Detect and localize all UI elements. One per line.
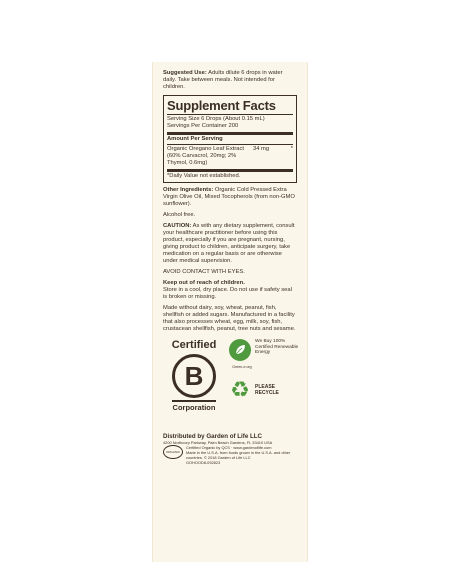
caution (163, 223, 297, 265)
supplement-facts-box (163, 95, 297, 183)
caution-heading: CAUTION: (163, 223, 192, 229)
suggested-use (163, 70, 297, 91)
website: www.gardenoflife.com (233, 445, 272, 450)
green-e-url: Green-e.org (232, 365, 252, 369)
certifier: Certified Organic by QCS (186, 445, 230, 450)
ingredient-row (167, 146, 293, 167)
seal-label: ORGANIC (165, 449, 180, 454)
divider-thick (167, 132, 293, 135)
serving-size: Serving Size 6 Drops (About 0.15 mL) (167, 116, 265, 122)
distributor-address: 4200 Northcorp Parkway, Palm Beach Gardens, FL 33410 USA (163, 440, 273, 445)
made-in: Made in the U.S.A. from foods grown in the U.S.A. and other countries. (186, 450, 291, 460)
bcorp-logo (163, 339, 225, 411)
ingredient-detail: (60% Carvacrol, 20mg; 2% Thymol, 0.6mg) (167, 153, 237, 166)
supplement-facts-title: Supplement Facts (167, 98, 276, 113)
divider (167, 114, 293, 115)
allergen: Made without dairy, soy, wheat, peanut, fish, shellfish or added sugars. Manufactured in a facility that also processes wheat, egg, milk, soy, fish, crustacean shellfish, peanut, tree nuts and sesame. (163, 305, 296, 332)
caution-text: As with any dietary supplement, consult your healthcare practitioner before using this product, especially if you are pregnant, nursing, giving product to children, anticipate surgery, take medication on a regular basis or are otherwise under medical supervision. (163, 223, 295, 264)
amount-per-serving (167, 136, 293, 143)
suggested-use-text: Adults dilute 6 drops in water daily. Take between meals. Not intended for children. (163, 70, 283, 90)
divider (167, 144, 293, 145)
renewable-energy-text: We Buy 100% Certified Renewable Energy (255, 339, 299, 356)
copyright: © 2018 Garden of Life LLC (203, 455, 251, 460)
suggested-use-heading: Suggested Use: (163, 70, 207, 76)
usda-organic-seal-icon (163, 445, 183, 459)
keep-out (163, 280, 297, 287)
ingredient-amount: 34 mg (253, 146, 270, 152)
label-content (163, 70, 297, 465)
dv-footnote: *Daily Value not established. (167, 173, 241, 179)
bcorp-circle (172, 354, 216, 398)
other-ingredients (163, 187, 297, 208)
ingredient-name: Organic Oregano Leaf Extract (167, 146, 245, 152)
keep-out-text: Keep out of reach of children. (163, 280, 245, 286)
servings-per-container: Servings Per Container 200 (167, 123, 239, 129)
recycle-icon: ♻ (230, 377, 250, 402)
other-ingredients-heading: Other Ingredients: (163, 187, 214, 193)
bcorp-certified: Certified (171, 339, 217, 351)
leaf-icon (229, 339, 251, 361)
renewable-energy-badge (229, 339, 299, 369)
bcorp-corporation: Corporation (172, 403, 216, 412)
other-ingredients-text: Organic Cold Pressed Extra Virgin Olive Oil, Mixed Tocopherols (from non-GMO sunflower). (163, 187, 295, 207)
certification-logos (163, 339, 297, 429)
distributor-heading: Distributed by Garden of Life LLC (163, 433, 263, 440)
ingredient-cell (167, 146, 251, 167)
product-code: GOHOOD8-092823 (186, 460, 221, 465)
divider-thick (167, 169, 293, 172)
bcorp-letter: B (184, 360, 204, 391)
organic-row (163, 445, 297, 465)
alcohol-free: Alcohol free. (163, 212, 196, 218)
label-panel (152, 62, 308, 562)
recycle-text: PLEASE RECYCLE (255, 384, 279, 396)
ingredient-dv: * (290, 146, 293, 152)
amount-per-serving-label: Amount Per Serving (167, 136, 223, 142)
recycle-badge (229, 379, 299, 401)
distributor-details: Certified Organic by QCS · www.gardenoflife.com Made in the U.S.A. from foods grown in the U.S.A. and other countries. © 2018 Garden of Life LLC GOHOOD8-092823 (186, 445, 291, 465)
storage: Store in a cool, dry place. Do not use if safety seal is broken or missing. (163, 287, 292, 300)
avoid-eyes: AVOID CONTACT WITH EYES. (163, 269, 245, 275)
bcorp-rule (172, 400, 216, 402)
